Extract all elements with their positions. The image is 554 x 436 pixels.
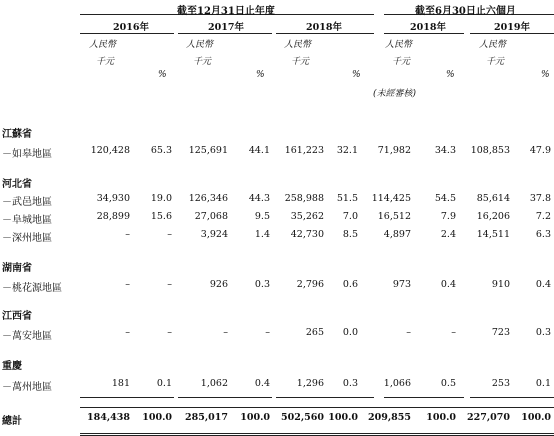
percent-cell: 0.5 [440, 378, 456, 389]
region-label: －萬州地區 [2, 382, 52, 393]
amount-cell: 34,930 [96, 193, 130, 204]
percent-cell: 100.0 [328, 412, 358, 423]
percent-cell: 47.9 [529, 145, 551, 156]
year-rule-2017 [178, 33, 272, 34]
unit-thousand-2019-h1: 千元 [486, 57, 505, 67]
amount-cell: 910 [491, 279, 510, 290]
percent-cell: – [167, 327, 172, 338]
year-rule-2019-h1 [470, 33, 554, 34]
region-label: －武邑地區 [2, 197, 52, 208]
percent-cell: 15.6 [150, 211, 172, 222]
amount-cell: 161,223 [284, 145, 324, 156]
percent-cell: 0.4 [535, 279, 551, 290]
percent-cell: 34.3 [434, 145, 456, 156]
amount-cell: 120,428 [90, 145, 130, 156]
percent-cell: 44.3 [248, 193, 270, 204]
unit-percent-2018-h1: % [446, 70, 455, 80]
subtotal-rule [470, 397, 554, 398]
percent-cell: 0.6 [342, 279, 358, 290]
unit-percent-2018: % [352, 70, 361, 80]
unaudited-note: (未經審核) [373, 89, 417, 99]
percent-cell: 32.1 [336, 145, 358, 156]
unit-thousand-2018: 千元 [291, 57, 310, 67]
percent-cell: 0.3 [342, 378, 358, 389]
amount-cell: 2,796 [296, 279, 324, 290]
unit-thousand-2016: 千元 [96, 57, 115, 67]
percent-cell: 2.4 [440, 229, 456, 240]
unit-percent-2017: % [256, 70, 265, 80]
region-label: －阜城地區 [2, 215, 52, 226]
period-full-year: 截至12月31日止年度 [177, 6, 275, 17]
percent-cell: 54.5 [434, 193, 456, 204]
year-2018-h1: 2018年 [410, 22, 446, 33]
amount-cell: 265 [305, 327, 324, 338]
amount-cell: 1,066 [383, 378, 411, 389]
subtotal-rule [80, 397, 174, 398]
amount-cell: 16,206 [476, 211, 510, 222]
unit-thousand-2017: 千元 [193, 57, 212, 67]
percent-cell: 7.0 [342, 211, 358, 222]
percent-cell: 100.0 [521, 412, 551, 423]
subtotal-rule [276, 397, 374, 398]
amount-cell: 42,730 [290, 229, 324, 240]
year-2019-h1: 2019年 [494, 22, 530, 33]
amount-cell: 1,296 [296, 378, 324, 389]
unit-rmb-2018-h1: 人民幣 [385, 40, 413, 50]
amount-cell: 35,262 [290, 211, 324, 222]
amount-cell: 209,855 [368, 412, 411, 423]
amount-cell: 184,438 [87, 412, 130, 423]
unit-rmb-2018: 人民幣 [284, 40, 312, 50]
amount-cell: 973 [392, 279, 411, 290]
total-label: 總計 [2, 416, 22, 427]
amount-cell: 108,853 [470, 145, 510, 156]
amount-cell: 16,512 [377, 211, 411, 222]
year-rule-2018-h1 [384, 33, 464, 34]
percent-cell: 100.0 [426, 412, 456, 423]
percent-cell: 0.3 [254, 279, 270, 290]
year-2016: 2016年 [113, 22, 149, 33]
amount-cell: 285,017 [185, 412, 228, 423]
amount-cell: – [223, 327, 228, 338]
amount-cell: 126,346 [188, 193, 228, 204]
amount-cell: 125,691 [188, 145, 228, 156]
amount-cell: – [125, 327, 130, 338]
percent-cell: 0.4 [254, 378, 270, 389]
percent-cell: – [265, 327, 270, 338]
amount-cell: – [406, 327, 411, 338]
unit-thousand-2018-h1: 千元 [392, 57, 411, 67]
percent-cell: 0.1 [156, 378, 172, 389]
percent-cell: 19.0 [150, 193, 172, 204]
amount-cell: 27,068 [194, 211, 228, 222]
percent-cell: 44.1 [248, 145, 270, 156]
percent-cell: 7.2 [535, 211, 551, 222]
percent-cell: 0.4 [440, 279, 456, 290]
unit-rmb-2019-h1: 人民幣 [479, 40, 507, 50]
percent-cell: 7.9 [440, 211, 456, 222]
total-top-rule [80, 407, 554, 408]
amount-cell: 258,988 [284, 193, 324, 204]
percent-cell: 1.4 [254, 229, 270, 240]
amount-cell: 4,897 [383, 229, 411, 240]
amount-cell: 926 [209, 279, 228, 290]
province-label: 湖南省 [2, 263, 32, 274]
amount-cell: – [125, 229, 130, 240]
amount-cell: 502,560 [281, 412, 324, 423]
amount-cell: 71,982 [377, 145, 411, 156]
amount-cell: 253 [491, 378, 510, 389]
percent-cell: 9.5 [254, 211, 270, 222]
amount-cell: 181 [111, 378, 130, 389]
amount-cell: 85,614 [476, 193, 510, 204]
year-2018: 2018年 [306, 22, 342, 33]
period-six-months: 截至6月30日止六個月 [415, 6, 516, 17]
year-rule-2018 [276, 33, 374, 34]
amount-cell: 1,062 [200, 378, 228, 389]
year-2017: 2017年 [208, 22, 244, 33]
percent-cell: 37.8 [529, 193, 551, 204]
percent-cell: 0.3 [535, 327, 551, 338]
province-label: 重慶 [2, 361, 22, 372]
total-bottom-rule [80, 433, 554, 434]
amount-cell: 227,070 [467, 412, 510, 423]
percent-cell: 100.0 [142, 412, 172, 423]
unit-rmb-2016: 人民幣 [89, 40, 117, 50]
unit-rmb-2017: 人民幣 [186, 40, 214, 50]
amount-cell: 3,924 [200, 229, 228, 240]
year-rule-2016 [80, 33, 174, 34]
province-label: 河北省 [2, 179, 32, 190]
percent-cell: – [167, 229, 172, 240]
percent-cell: 65.3 [150, 145, 172, 156]
province-label: 江西省 [2, 311, 32, 322]
percent-cell: 0.0 [342, 327, 358, 338]
amount-cell: 14,511 [476, 229, 510, 240]
percent-cell: 6.3 [535, 229, 551, 240]
amount-cell: 723 [491, 327, 510, 338]
amount-cell: – [125, 279, 130, 290]
subtotal-rule [178, 397, 272, 398]
region-label: －萬安地區 [2, 331, 52, 342]
percent-cell: – [451, 327, 456, 338]
percent-cell: 51.5 [336, 193, 358, 204]
percent-cell: 100.0 [240, 412, 270, 423]
region-label: －深州地區 [2, 233, 52, 244]
unit-percent-2016: % [158, 70, 167, 80]
subtotal-rule [384, 397, 464, 398]
amount-cell: 114,425 [371, 193, 411, 204]
region-label: －桃花源地區 [2, 283, 62, 294]
percent-cell: – [167, 279, 172, 290]
province-label: 江蘇省 [2, 129, 32, 140]
region-label: －如皋地區 [2, 149, 52, 160]
amount-cell: 28,899 [96, 211, 130, 222]
unit-percent-2019-h1: % [541, 70, 550, 80]
percent-cell: 8.5 [342, 229, 358, 240]
percent-cell: 0.1 [535, 378, 551, 389]
